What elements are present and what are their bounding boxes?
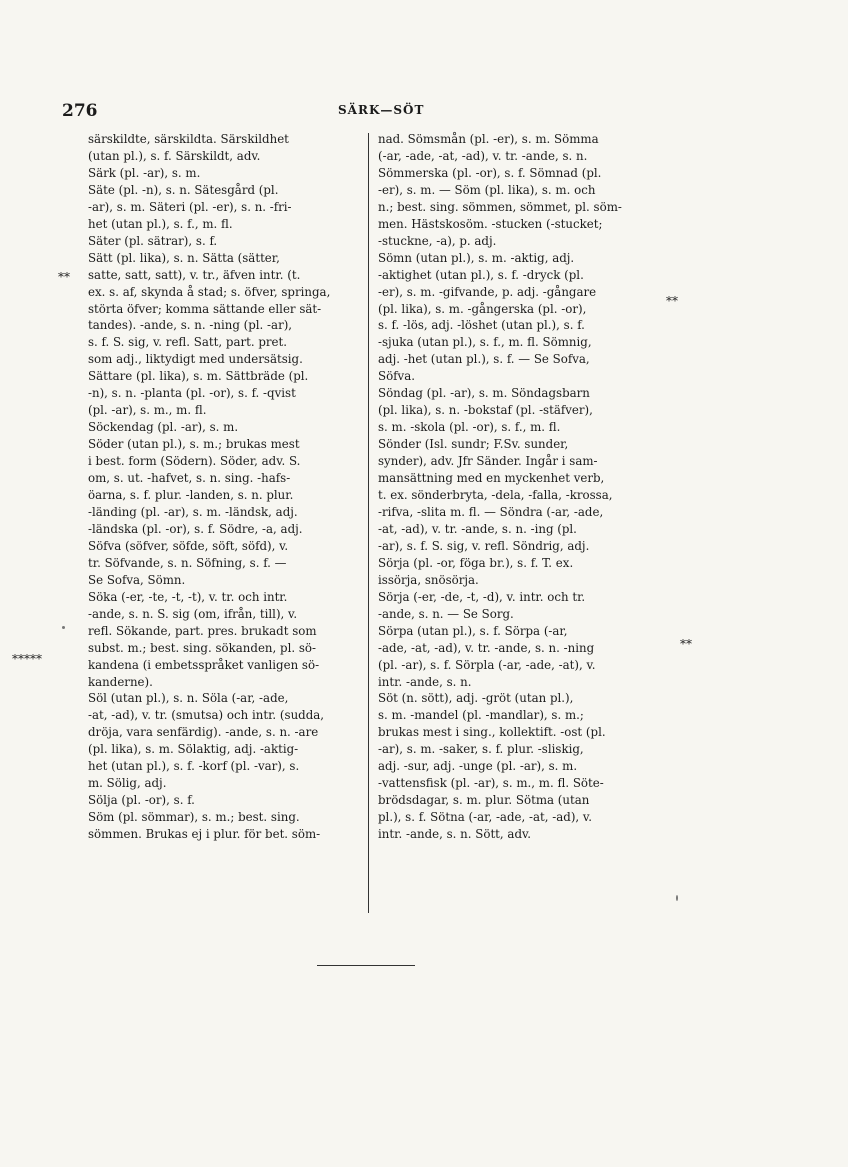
- text-line: Säter (pl. sätrar), s. f.: [88, 233, 218, 248]
- text-line: het (utan pl.), s. f. -korf (pl. -var), s.: [88, 759, 300, 774]
- text-line: Sörpa (utan pl.), s. f. Sörpa (-ar,: [378, 623, 568, 638]
- text-line: issörja, snösörja.: [378, 572, 479, 587]
- text-line: -rifva, -slita m. fl. — Söndra (-ar, -ade,: [378, 504, 604, 519]
- text-line: Söckendag (pl. -ar), s. m.: [88, 420, 239, 435]
- text-line: Söt (n. sött), adj. -gröt (utan pl.),: [378, 691, 574, 706]
- text-line: het (utan pl.), s. f., m. fl.: [88, 216, 233, 231]
- text-line: Sömn (utan pl.), s. m. -aktig, adj.: [378, 250, 575, 265]
- text-line: Söfva.: [378, 369, 415, 384]
- text-line: -ar), s. f. S. sig, v. refl. Söndrig, adj.: [378, 538, 590, 553]
- margin-mark: ⁎⁎: [58, 266, 70, 280]
- print-speck: [676, 895, 678, 901]
- text-line: s. m. -mandel (pl. -mandlar), s. m.;: [378, 708, 584, 723]
- text-line: nad. Sömsmån (pl. -er), s. m. Sömma: [378, 132, 599, 146]
- text-line: -er), s. m. -gifvande, p. adj. -gångare: [378, 284, 597, 299]
- text-line: -stuckne, -a), p. adj.: [378, 233, 497, 248]
- footer-rule: [317, 965, 415, 966]
- text-line: sömmen. Brukas ej i plur. för bet. söm-: [88, 827, 321, 842]
- text-line: adj. -het (utan pl.), s. f. — Se Sofva,: [378, 352, 590, 367]
- text-line: Se Sofva, Sömn.: [88, 572, 186, 587]
- text-line: -länding (pl. -ar), s. m. -ländsk, adj.: [88, 504, 298, 519]
- text-line: (pl. lika), s. m. Sölaktig, adj. -aktig-: [88, 742, 299, 757]
- text-line: Sölja (pl. -or), s. f.: [88, 793, 195, 808]
- margin-mark: ⁎⁎: [680, 633, 692, 647]
- text-line: (pl. lika), s. n. -bokstaf (pl. -stäfver),: [378, 403, 593, 418]
- text-line: refl. Sökande, part. pres. brukadt som: [88, 623, 317, 638]
- text-line: s. f. S. sig, v. refl. Satt, part. pret.: [88, 335, 288, 350]
- column-divider: [368, 133, 369, 913]
- text-line: pl.), s. f. Sötna (-ar, -ade, -at, -ad), v.: [378, 810, 592, 825]
- text-line: Sörja (-er, -de, -t, -d), v. intr. och tr.: [378, 589, 586, 604]
- text-line: -ländska (pl. -or), s. f. Södre, -a, adj.: [88, 521, 303, 536]
- text-line: (pl. -ar), s. m., m. fl.: [88, 403, 207, 418]
- print-speck: [62, 626, 65, 629]
- text-line: -er), s. m. — Söm (pl. lika), s. m. och: [378, 182, 596, 197]
- text-line: adj. -sur, adj. -unge (pl. -ar), s. m.: [378, 759, 578, 774]
- text-line: -vattensfisk (pl. -ar), s. m., m. fl. Söte-: [378, 776, 604, 791]
- text-line: satte, satt, satt), v. tr., äfven intr. (t.: [88, 267, 301, 282]
- text-line: kanderne).: [88, 674, 153, 689]
- text-line: (pl. -ar), s. f. Sörpla (-ar, -ade, -at), v.: [378, 657, 596, 672]
- text-line: särskildte, särskildta. Särskildhet: [88, 132, 289, 146]
- text-line: Sömmerska (pl. -or), s. f. Sömnad (pl.: [378, 165, 602, 180]
- text-line: synder), adv. Jfr Sänder. Ingår i sam-: [378, 454, 598, 469]
- text-line: brödsdagar, s. m. plur. Sötma (utan: [378, 793, 590, 808]
- text-line: tandes). -ande, s. n. -ning (pl. -ar),: [88, 318, 293, 333]
- text-line: -ade, -at, -ad), v. tr. -ande, s. n. -ning: [378, 640, 595, 655]
- text-line: (pl. lika), s. m. -gångerska (pl. -or),: [378, 301, 587, 316]
- text-line: Sätt (pl. lika), s. n. Sätta (sätter,: [88, 250, 280, 265]
- text-line: -ar), s. m. Säteri (pl. -er), s. n. -fri-: [88, 199, 292, 214]
- text-line: men. Hästskosöm. -stucken (-stucket;: [378, 216, 603, 231]
- right-column: [378, 131, 664, 843]
- text-line: (-ar, -ade, -at, -ad), v. tr. -ande, s. n.: [378, 148, 588, 163]
- text-line: Söndag (pl. -ar), s. m. Söndagsbarn: [378, 386, 590, 401]
- text-line: Söfva (söfver, söfde, söft, söfd), v.: [88, 538, 289, 553]
- margin-mark: ⁎⁎: [666, 290, 678, 304]
- text-line: -ar), s. m. -saker, s. f. plur. -sliskig,: [378, 742, 584, 757]
- text-line: -at, -ad), v. tr. -ande, s. n. -ing (pl.: [378, 521, 577, 536]
- text-line: tr. Söfvande, s. n. Söfning, s. f. —: [88, 555, 287, 570]
- text-line: intr. -ande, s. n. Sött, adv.: [378, 827, 532, 842]
- text-line: Sättare (pl. lika), s. m. Sättbräde (pl.: [88, 369, 309, 384]
- text-line: mansättning med en myckenhet verb,: [378, 471, 605, 486]
- text-line: Sönder (Isl. sundr; F.Sv. sunder,: [378, 437, 569, 452]
- text-line: -n), s. n. -planta (pl. -or), s. f. -qvist: [88, 386, 296, 401]
- text-line: n.; best. sing. sömmen, sömmet, pl. söm-: [378, 199, 622, 214]
- text-line: m. Sölig, adj.: [88, 776, 167, 791]
- text-line: s. f. -lös, adj. -löshet (utan pl.), s. f.: [378, 318, 585, 333]
- text-line: öarna, s. f. plur. -landen, s. n. plur.: [88, 488, 294, 503]
- text-line: ex. s. af, skynda å stad; s. öfver, springa,: [88, 284, 331, 299]
- text-line: Särk (pl. -ar), s. m.: [88, 165, 201, 180]
- text-line: (utan pl.), s. f. Särskildt, adv.: [88, 148, 261, 163]
- text-line: Söder (utan pl.), s. m.; brukas mest: [88, 437, 300, 452]
- text-line: subst. m.; best. sing. sökanden, pl. sö-: [88, 640, 316, 655]
- text-line: Söka (-er, -te, -t, -t), v. tr. och intr.: [88, 589, 288, 604]
- running-head: SÄRK—SÖT: [338, 103, 425, 117]
- text-line: dröja, vara senfärdig). -ande, s. n. -are: [88, 725, 319, 740]
- text-line: Säte (pl. -n), s. n. Sätesgård (pl.: [88, 182, 279, 197]
- page-number: 276: [62, 101, 98, 121]
- text-line: störta öfver; komma sättande eller sät-: [88, 301, 322, 316]
- text-line: t. ex. sönderbryta, -dela, -falla, -krossa,: [378, 488, 613, 503]
- text-line: brukas mest i sing., kollektift. -ost (pl.: [378, 725, 606, 740]
- text-line: Söm (pl. sömmar), s. m.; best. sing.: [88, 810, 300, 825]
- margin-mark: ⁎⁎⁎⁎⁎: [12, 648, 42, 662]
- text-line: -aktighet (utan pl.), s. f. -dryck (pl.: [378, 267, 584, 282]
- text-line: intr. -ande, s. n.: [378, 674, 472, 689]
- text-line: -ande, s. n. — Se Sorg.: [378, 606, 514, 621]
- text-line: kandena (i embetsspråket vanligen sö-: [88, 657, 320, 672]
- text-line: Sörja (pl. -or, föga br.), s. f. T. ex.: [378, 555, 574, 570]
- left-column: [88, 131, 366, 843]
- text-line: om, s. ut. -hafvet, s. n. sing. -hafs-: [88, 471, 291, 486]
- text-line: i best. form (Södern). Söder, adv. S.: [88, 454, 301, 469]
- text-line: -sjuka (utan pl.), s. f., m. fl. Sömnig,: [378, 335, 592, 350]
- text-line: -ande, s. n. S. sig (om, ifrån, till), v.: [88, 606, 298, 621]
- text-line: -at, -ad), v. tr. (smutsa) och intr. (sudda,: [88, 708, 325, 723]
- text-line: som adj., liktydigt med undersätsig.: [88, 352, 303, 367]
- text-line: s. m. -skola (pl. -or), s. f., m. fl.: [378, 420, 561, 435]
- text-line: Söl (utan pl.), s. n. Söla (-ar, -ade,: [88, 691, 289, 706]
